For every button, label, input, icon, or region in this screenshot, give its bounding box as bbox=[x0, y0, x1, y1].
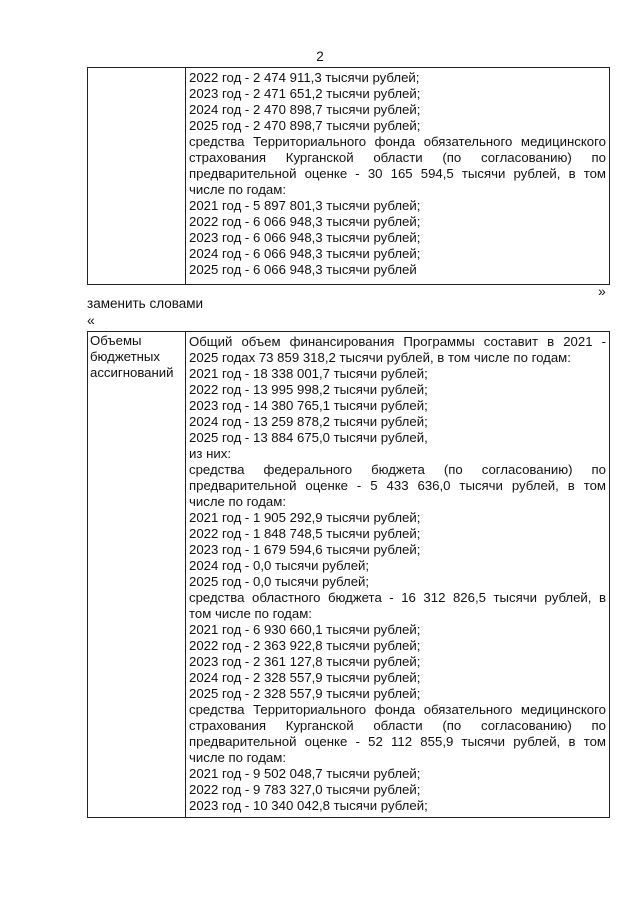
text-line: средства областного бюджета - 16 312 826,5 тысячи рублей, в bbox=[189, 590, 606, 605]
text-line: Общий объем финансирования Программы составит в 2021 - bbox=[189, 334, 606, 349]
replace-instruction: заменить словами bbox=[87, 296, 204, 311]
text-line: 2021 год - 6 930 660,1 тысячи рублей; bbox=[189, 622, 421, 637]
text-line: 2022 год - 6 066 948,3 тысячи рублей; bbox=[189, 214, 421, 229]
label-line: бюджетных bbox=[90, 349, 160, 364]
text-line: 2021 год - 9 502 048,7 тысячи рублей; bbox=[189, 766, 421, 781]
label-line: ассигнований bbox=[90, 365, 174, 380]
text-line: числе по годам: bbox=[189, 750, 286, 765]
new-fragment-label-cell bbox=[88, 332, 186, 818]
text-line: 2024 год - 13 259 878,2 тысячи рублей; bbox=[189, 414, 428, 429]
text-line: 2025 год - 0,0 тысячи рублей; bbox=[189, 574, 370, 589]
text-line: 2025 год - 2 328 557,9 тысячи рублей; bbox=[189, 686, 421, 701]
text-line: 2021 год - 1 905 292,9 тысячи рублей; bbox=[189, 510, 421, 525]
text-line: 2025 год - 6 066 948,3 тысячи рублей bbox=[189, 262, 417, 277]
text-line: 2022 год - 9 783 327,0 тысячи рублей; bbox=[189, 782, 421, 797]
text-line: из них: bbox=[189, 446, 231, 461]
text-line: 2023 год - 14 380 765,1 тысячи рублей; bbox=[189, 398, 428, 413]
text-line: 2023 год - 10 340 042,8 тысячи рублей; bbox=[189, 798, 428, 813]
text-line: предварительной оценке - 52 112 855,9 тысячи рублей, в том bbox=[189, 734, 606, 749]
text-line: 2021 год - 5 897 801,3 тысячи рублей; bbox=[189, 198, 421, 213]
old-fragment-label-cell bbox=[88, 68, 186, 285]
text-line: 2025 годах 73 859 318,2 тысячи рублей, в том числе по годам: bbox=[189, 350, 571, 365]
text-line: 2024 год - 6 066 948,3 тысячи рублей; bbox=[189, 246, 421, 261]
text-line: числе по годам: bbox=[189, 182, 286, 197]
text-line: 2024 год - 0,0 тысячи рублей; bbox=[189, 558, 370, 573]
new-fragment-row bbox=[88, 332, 610, 818]
text-line: 2024 год - 2 470 898,7 тысячи рублей; bbox=[189, 102, 421, 117]
text-line: 2023 год - 2 361 127,8 тысячи рублей; bbox=[189, 654, 421, 669]
text-line: 2023 год - 2 471 651,2 тысячи рублей; bbox=[189, 86, 421, 101]
new-fragment-table bbox=[87, 331, 610, 818]
old-fragment-table bbox=[87, 67, 610, 285]
text-line: предварительной оценке - 30 165 594,5 тысячи рублей, в том bbox=[189, 166, 606, 181]
text-line: том числе по годам: bbox=[189, 606, 312, 621]
old-fragment-row bbox=[88, 68, 610, 285]
text-line: средства Территориального фонда обязательного медицинского bbox=[189, 702, 606, 717]
text-line: 2022 год - 2 363 922,8 тысячи рублей; bbox=[189, 638, 421, 653]
text-line: 2022 год - 2 474 911,3 тысячи рублей; bbox=[189, 70, 420, 85]
text-line: 2021 год - 18 338 001,7 тысячи рублей; bbox=[189, 366, 428, 381]
opening-quote: « bbox=[87, 312, 95, 328]
text-line: числе по годам: bbox=[189, 494, 286, 509]
text-line: 2024 год - 2 328 557,9 тысячи рублей; bbox=[189, 670, 421, 685]
label-line: Объемы bbox=[90, 333, 142, 348]
text-line: 2025 год - 13 884 675,0 тысячи рублей, bbox=[189, 430, 428, 445]
text-line: 2023 год - 6 066 948,3 тысячи рублей; bbox=[189, 230, 421, 245]
text-line: страхования Курганской области (по согласованию) по bbox=[189, 150, 606, 165]
text-line: предварительной оценке - 5 433 636,0 тысячи рублей, в том bbox=[189, 478, 606, 493]
page-number: 2 bbox=[316, 49, 324, 64]
new-fragment-content-cell bbox=[186, 332, 610, 818]
text-line: средства федерального бюджета (по согласованию) по bbox=[189, 462, 606, 477]
text-line: 2022 год - 1 848 748,5 тысячи рублей; bbox=[189, 526, 421, 541]
closing-quote: » bbox=[598, 283, 606, 299]
old-fragment-content-cell bbox=[186, 68, 610, 285]
text-line: 2022 год - 13 995 998,2 тысячи рублей; bbox=[189, 382, 428, 397]
text-line: 2025 год - 2 470 898,7 тысячи рублей; bbox=[189, 118, 421, 133]
text-line: средства Территориального фонда обязательного медицинского bbox=[189, 134, 606, 149]
text-line: 2023 год - 1 679 594,6 тысячи рублей; bbox=[189, 542, 421, 557]
text-line: страхования Курганской области (по согласованию) по bbox=[189, 718, 606, 733]
